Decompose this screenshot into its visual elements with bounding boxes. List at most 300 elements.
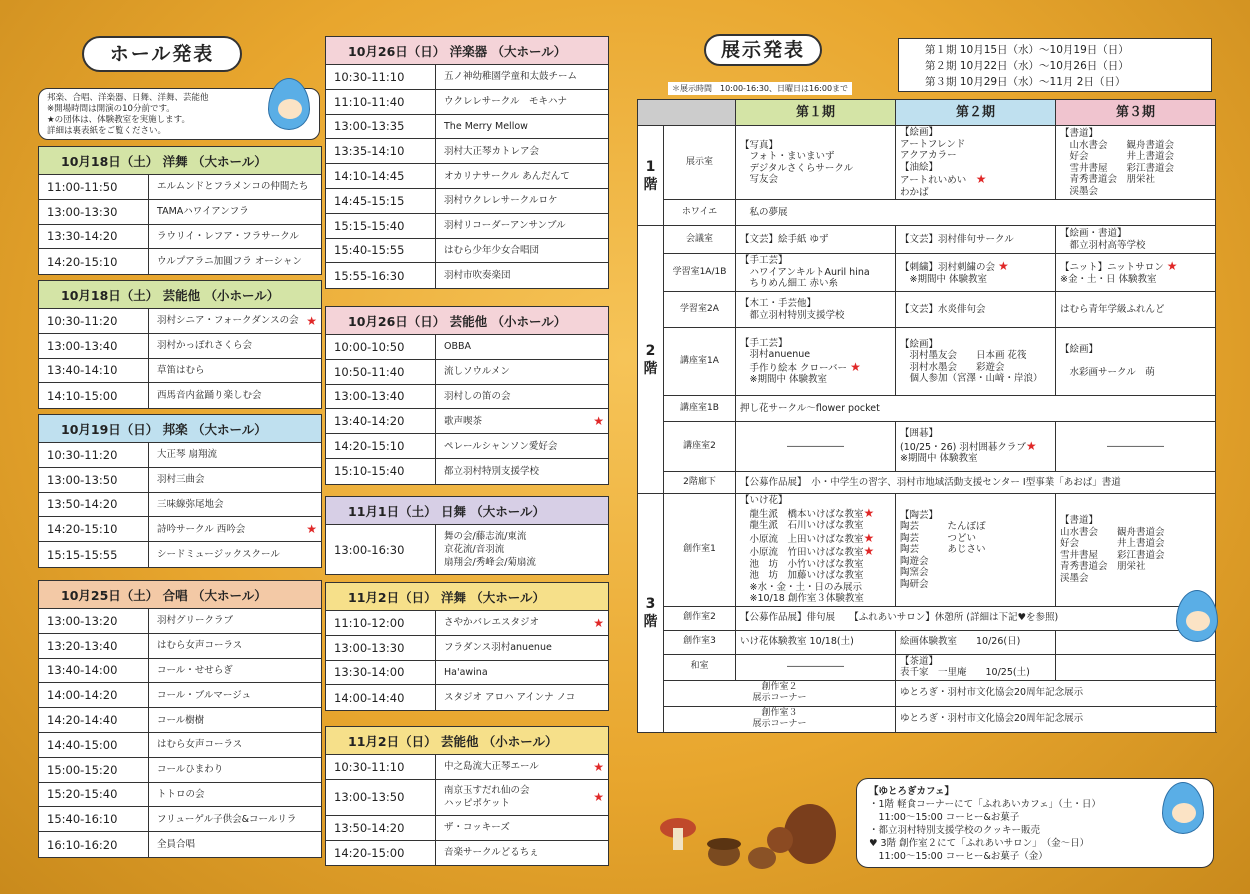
time-cell: 13:00-13:30 xyxy=(326,636,436,660)
table-row xyxy=(39,517,321,542)
performer-name: はむら女声コーラス xyxy=(157,739,243,751)
grid-row xyxy=(638,292,1216,328)
session-title: 10月18日（土） 芸能他 （小ホール） xyxy=(39,281,321,309)
cafe-box xyxy=(856,778,1214,868)
exhibit-cell: はむら青年学級ふれんど xyxy=(1056,292,1216,328)
performer-cell xyxy=(149,738,321,751)
performer-name: 羽村市吹奏楽団 xyxy=(444,270,511,282)
exhibit-cell: 【写真】 フォト・まいまいず デジタルさくらサークル 写友会 xyxy=(736,126,896,200)
time-cell: 13:30-14:00 xyxy=(326,661,436,685)
performer-cell xyxy=(149,664,321,677)
time-cell: 15:10-15:40 xyxy=(326,459,436,484)
performer-cell xyxy=(149,205,321,218)
table-row xyxy=(326,525,608,574)
star-icon: ★ xyxy=(593,414,604,428)
performer-name: ペレールシャンソン愛好会 xyxy=(444,440,558,452)
time-cell: 13:00-13:40 xyxy=(39,334,149,358)
table-row xyxy=(39,609,321,634)
exhibit-cell: ゆとろぎ・羽村市文化協会20周年記念展示 xyxy=(896,680,1216,706)
performer-name: 羽村グリークラブ xyxy=(157,615,234,627)
period-header: 第１期 xyxy=(736,100,896,126)
performer-cell xyxy=(436,691,608,704)
session-title: 11月2日（日） 芸能他 （小ホール） xyxy=(326,727,608,755)
room-name: 学習室1A/1B xyxy=(664,254,736,292)
room-name: 2階廊下 xyxy=(664,472,736,494)
time-cell: 13:50-14:20 xyxy=(326,816,436,840)
performer-cell xyxy=(149,523,321,536)
table-row xyxy=(39,659,321,684)
performer-cell xyxy=(436,219,608,232)
time-cell: 15:15-15:40 xyxy=(326,214,436,238)
exhibit-hours: ＊展示時間 10:00-16:30、日曜日は16:00まで xyxy=(668,82,852,95)
table-row xyxy=(326,90,608,115)
performer-cell xyxy=(149,389,321,402)
performer-cell xyxy=(436,95,608,108)
performer-cell xyxy=(149,230,321,243)
session-title: 10月26日（日） 洋楽器 （大ホール） xyxy=(326,37,608,65)
performer-cell xyxy=(436,616,608,629)
performer-name: ウルプアラニ加圓フラ オーシャン xyxy=(157,256,302,268)
performer-cell xyxy=(149,838,321,851)
session-table xyxy=(325,582,609,711)
performer-cell xyxy=(436,415,608,428)
performer-cell xyxy=(149,180,321,193)
exhibit-cell: 【絵画】 羽村墨友会 日本画 花筏 羽村水墨会 彩遊会 個人参加（宮澤・山﨑・岸浪） xyxy=(896,328,1056,396)
time-cell: 13:00-13:35 xyxy=(326,115,436,139)
room-name: 創作室1 xyxy=(664,494,736,607)
performer-name: ザ・コッキーズ xyxy=(444,822,510,834)
exhibit-cell: 【木工・手芸他】 都立羽村特別支援学校 xyxy=(736,292,896,328)
performer-name: 三味線弥尾地会 xyxy=(157,498,224,510)
table-row xyxy=(39,733,321,758)
exhibit-cell: 【文芸】水炎俳句会 xyxy=(896,292,1056,328)
performer-name: オカリナサークル あんだんて xyxy=(444,170,570,182)
performer-name: 詩吟サークル 西吟会 xyxy=(157,523,246,535)
table-row xyxy=(326,661,608,686)
room-name: 講座室2 xyxy=(664,422,736,472)
table-row xyxy=(39,443,321,468)
performer-name: コールひまわり xyxy=(157,764,224,776)
table-row xyxy=(39,708,321,733)
performer-cell xyxy=(149,689,321,702)
time-cell: 14:40-15:00 xyxy=(39,733,149,757)
performer-name: 羽村三曲会 xyxy=(157,474,205,486)
grid-row xyxy=(638,328,1216,396)
hall-note-line: ※開場時間は開演の10分前です。 xyxy=(47,104,175,114)
performer-cell xyxy=(149,788,321,801)
performer-name: ラウリイ・レフア・フラサークル xyxy=(157,230,299,242)
performer-name: スタジオ アロハ アインナ ノコ xyxy=(444,692,576,704)
time-cell: 14:20-14:40 xyxy=(39,708,149,732)
table-row xyxy=(39,758,321,783)
exhibit-cell: 【陶芸】 陶芸 たんぽぽ 陶芸 つどい 陶芸 あじさい 陶遊会 陶窯会 陶研会 xyxy=(896,494,1056,607)
performer-cell xyxy=(149,763,321,776)
performer-name: 南京玉すだれ仙の会 ハッピポケット xyxy=(444,785,530,810)
hall-note-line: 詳細は裏表紙をご覧ください。 xyxy=(47,126,167,136)
performer-name: 舞の会/藤志流/東流 京花流/音羽流 扇翔会/秀峰会/菊扇流 xyxy=(444,531,536,568)
time-cell: 13:40-14:10 xyxy=(39,359,149,383)
hall-note-line: 邦楽、合唱、洋楽器、日舞、洋舞、芸能他 xyxy=(47,93,209,103)
room-name: 会議室 xyxy=(664,226,736,254)
performer-name: 草笛はむら xyxy=(157,364,205,376)
period-line: 第１期 10月15日（水）～10月19日（日） xyxy=(925,44,1129,56)
exhibit-cell: 【手工芸】 ハワイアンキルトAuril hina ちりめん細工 赤い糸 xyxy=(736,254,896,292)
session-table xyxy=(38,580,322,858)
session-table xyxy=(325,726,609,866)
time-cell: 11:10-11:40 xyxy=(326,90,436,114)
floor-label: 1 階 xyxy=(638,126,664,226)
performer-cell xyxy=(436,530,608,569)
performer-cell xyxy=(436,365,608,378)
room-name: 学習室2A xyxy=(664,292,736,328)
star-icon: ★ xyxy=(306,522,317,536)
performer-cell xyxy=(436,821,608,834)
grid-row xyxy=(638,126,1216,200)
performer-cell xyxy=(436,244,608,257)
room-name: 創作室3 xyxy=(664,630,736,654)
exhibit-cell: 私の夢展 xyxy=(736,200,1216,226)
exhibit-cell: 押し花サークル～flower pocket xyxy=(736,396,1216,422)
table-row xyxy=(326,385,608,410)
star-icon: ★ xyxy=(850,359,861,374)
grid-row xyxy=(638,706,1216,732)
table-row xyxy=(39,634,321,659)
table-row xyxy=(326,115,608,140)
cafe-line: 11:00～15:00 コーヒー&お菓子（金） xyxy=(869,851,1048,862)
room-name: ホワイエ xyxy=(664,200,736,226)
session-table xyxy=(38,146,322,275)
table-row xyxy=(326,409,608,434)
session-table xyxy=(325,36,609,289)
exhibit-cell: 【絵画】 アートフレンド アクアカラー 【油絵】 アートれいめい ★ わかば xyxy=(896,126,1056,200)
time-cell: 13:40-14:00 xyxy=(39,659,149,683)
floor-label: 2 階 xyxy=(638,226,664,494)
exhibit-cell: 【文芸】絵手紙 ゆず xyxy=(736,226,896,254)
table-row xyxy=(326,816,608,841)
period-box xyxy=(898,38,1212,92)
exhibit-cell: 【公募作品展】俳句展 【ふれあいサロン】休憩所 (詳細は下記♥を参照) xyxy=(736,606,1216,630)
time-cell: 14:20-15:00 xyxy=(326,841,436,866)
period-line: 第３期 10月29日（水）～11月 2日（日） xyxy=(925,76,1126,88)
performer-cell xyxy=(436,390,608,403)
room-name: 創作室３ 展示コーナー xyxy=(664,706,896,732)
performer-name: はむら少年少女合唱団 xyxy=(444,244,540,256)
table-row xyxy=(39,359,321,384)
time-cell: 15:00-15:20 xyxy=(39,758,149,782)
table-row xyxy=(326,755,608,780)
performer-name: 羽村シニア・フォークダンスの会 xyxy=(157,315,299,327)
table-row xyxy=(326,214,608,239)
performer-cell xyxy=(436,194,608,207)
star-icon: ★ xyxy=(593,760,604,774)
performer-name: 都立羽村特別支援学校 xyxy=(444,465,540,477)
time-cell: 14:45-15:15 xyxy=(326,189,436,213)
star-icon: ★ xyxy=(306,314,317,328)
performer-name: 西馬音内盆踊り楽しむ会 xyxy=(157,390,262,402)
period-header: 第３期 xyxy=(1056,100,1216,126)
exhibit-cell xyxy=(1056,654,1216,680)
exhibit-cell: ―――――― xyxy=(736,654,896,680)
session-title: 10月26日（日） 芸能他 （小ホール） xyxy=(326,307,608,335)
session-table xyxy=(325,496,609,575)
performer-cell xyxy=(436,760,608,773)
time-cell: 10:30-11:20 xyxy=(39,309,149,333)
table-row xyxy=(39,175,321,200)
table-row xyxy=(39,200,321,225)
room-name: 創作室2 xyxy=(664,606,736,630)
hall-title: ホール発表 xyxy=(82,36,242,72)
table-row xyxy=(326,139,608,164)
hall-note-line: ★の団体は、体験教室を実施します。 xyxy=(47,115,190,125)
time-cell: 14:20-15:10 xyxy=(39,249,149,274)
exhibit-cell: 【公募作品展】 小・中学生の習字、羽村市地域活動支援センター I型事業「あおば」書道 xyxy=(736,472,1216,494)
performer-cell xyxy=(436,641,608,654)
performer-name: 歌声喫茶 xyxy=(444,415,483,427)
table-row xyxy=(39,249,321,274)
time-cell: 13:35-14:10 xyxy=(326,139,436,163)
performer-name: 羽村ウクレレサークルロケ xyxy=(444,195,558,207)
grid-row xyxy=(638,606,1216,630)
table-row xyxy=(326,360,608,385)
room-name: 和室 xyxy=(664,654,736,680)
session-title: 10月18日（土） 洋舞 （大ホール） xyxy=(39,147,321,175)
exhibit-cell: 【刺繍】羽村刺繍の会 ★ ※期間中 体験教室 xyxy=(896,254,1056,292)
grid-row xyxy=(638,396,1216,422)
performer-cell xyxy=(436,440,608,453)
session-table xyxy=(38,280,322,409)
mascot-icon xyxy=(268,78,310,130)
table-row xyxy=(326,263,608,288)
exhibit-cell: 絵画体験教室 10/26(日) xyxy=(896,630,1056,654)
table-row xyxy=(326,65,608,90)
performer-name: OBBA xyxy=(444,341,472,353)
autumn-decoration-icon xyxy=(650,780,850,880)
performer-name: 流しソウルメン xyxy=(444,366,510,378)
period-header: 第２期 xyxy=(896,100,1056,126)
performer-name: はむら女声コーラス xyxy=(157,640,243,652)
session-title: 11月2日（日） 洋舞 （大ホール） xyxy=(326,583,608,611)
performer-name: コール・ブルマージュ xyxy=(157,689,252,701)
time-cell: 14:00-14:20 xyxy=(39,683,149,707)
performer-cell xyxy=(436,120,608,133)
time-cell: 15:15-15:55 xyxy=(39,542,149,567)
table-row xyxy=(326,459,608,484)
performer-name: 羽村かっぽれさくら会 xyxy=(157,340,253,352)
session-title: 10月25日（土） 合唱 （大ホール） xyxy=(39,581,321,609)
floor-label: 3 階 xyxy=(638,494,664,733)
grid-row xyxy=(638,226,1216,254)
time-cell: 10:00-10:50 xyxy=(326,335,436,359)
performer-cell xyxy=(149,548,321,561)
performer-name: フラダンス羽村anuenue xyxy=(444,642,552,654)
cafe-line: ・都立羽村特別支援学校のクッキー販売 xyxy=(869,825,1041,836)
table-row xyxy=(39,225,321,250)
table-row xyxy=(326,434,608,459)
performer-name: 音楽サークルどるちぇ xyxy=(444,847,539,859)
exhibit-grid xyxy=(637,99,1216,733)
star-icon: ★ xyxy=(975,172,987,186)
grid-corner xyxy=(638,100,736,126)
performer-name: The Merry Mellow xyxy=(444,120,528,132)
performer-cell xyxy=(436,666,608,679)
star-icon: ★ xyxy=(1025,438,1037,453)
grid-row xyxy=(638,200,1216,226)
performer-name: ウクレレサークル モキハナ xyxy=(444,96,567,108)
table-row xyxy=(326,189,608,214)
time-cell: 15:40-16:10 xyxy=(39,807,149,831)
exhibit-cell: 【絵画】 水彩画サークル 萌 xyxy=(1056,328,1216,396)
time-cell: 14:00-14:40 xyxy=(326,685,436,710)
time-cell: 15:40-15:55 xyxy=(326,239,436,263)
star-icon: ★ xyxy=(863,505,875,520)
grid-row xyxy=(638,654,1216,680)
time-cell: 13:20-13:40 xyxy=(39,634,149,658)
performer-cell xyxy=(149,813,321,826)
time-cell: 13:00-13:40 xyxy=(326,385,436,409)
performer-name: 中之島流大正琴エール xyxy=(444,761,539,773)
time-cell: 10:30-11:20 xyxy=(39,443,149,467)
performer-name: エルムンドとフラメンコの仲間たち xyxy=(157,181,309,193)
time-cell: 10:30-11:10 xyxy=(326,65,436,89)
table-row xyxy=(326,335,608,360)
table-row xyxy=(326,685,608,710)
performer-cell xyxy=(149,639,321,652)
performer-cell xyxy=(436,465,608,478)
performer-cell xyxy=(149,614,321,627)
exhibit-cell: 【書道】 山水書会 観舟書道会 好会 井上書道会 雪井書屋 彩江書道会 青秀書道会 朋栄社 渓墨会 xyxy=(1056,494,1216,607)
performer-name: トトロの会 xyxy=(157,788,205,800)
grid-row xyxy=(638,472,1216,494)
room-name: 講座室1A xyxy=(664,328,736,396)
time-cell: 10:50-11:40 xyxy=(326,360,436,384)
table-row xyxy=(326,611,608,636)
table-row xyxy=(39,783,321,808)
table-row xyxy=(39,542,321,567)
performer-cell xyxy=(436,70,608,83)
table-row xyxy=(39,334,321,359)
session-table xyxy=(38,414,322,568)
table-row xyxy=(326,636,608,661)
star-icon: ★ xyxy=(863,544,875,558)
room-name: 講座室1B xyxy=(664,396,736,422)
performer-cell xyxy=(436,170,608,183)
exhibit-title: 展示発表 xyxy=(704,34,822,66)
time-cell: 15:20-15:40 xyxy=(39,783,149,807)
exhibit-cell: ゆとろぎ・羽村市文化協会20周年記念展示 xyxy=(896,706,1216,732)
time-cell: 13:00-13:50 xyxy=(39,468,149,492)
exhibit-cell: 【茶道】 表千家 一里庵 10/25(土) xyxy=(896,654,1056,680)
time-cell: 11:10-12:00 xyxy=(326,611,436,635)
grid-row xyxy=(638,630,1216,654)
performer-name: さやかバレエスタジオ xyxy=(444,617,540,629)
time-cell: 13:50-14:20 xyxy=(39,493,149,517)
performer-name: 羽村しの笛の会 xyxy=(444,390,511,402)
star-icon: ★ xyxy=(998,259,1009,273)
table-row xyxy=(39,468,321,493)
performer-cell xyxy=(436,784,608,810)
exhibit-cell: ―――――― xyxy=(736,422,896,472)
exhibit-cell: 【いけ花】 龍生派 橋本いけばな教室★ 龍生派 石川いけばな教室 小原流 上田いけばな教室★ 小原流 竹田いけばな教室★ 池 坊 小竹いけばな教室 池 坊 加藤いけばな教室 ※水・金・土・日のみ展示 ※10/18 創作室３体験教室 xyxy=(736,494,896,607)
performer-name: コール・せせらぎ xyxy=(157,664,233,676)
star-icon: ★ xyxy=(593,616,604,630)
table-row xyxy=(39,807,321,832)
time-cell: 11:00-11:50 xyxy=(39,175,149,199)
performer-cell xyxy=(149,448,321,461)
performer-cell xyxy=(149,473,321,486)
performer-cell xyxy=(436,269,608,282)
time-cell: 14:10-14:45 xyxy=(326,164,436,188)
time-cell: 14:20-15:10 xyxy=(326,434,436,458)
table-row xyxy=(39,309,321,334)
performer-name: TAMAハワイアンフラ xyxy=(157,206,249,218)
exhibit-cell: ―――――― xyxy=(1056,422,1216,472)
grid-row xyxy=(638,494,1216,607)
exhibit-cell: 【書道】 山水書会 観舟書道会 好会 井上書道会 雪井書屋 彩江書道会 青秀書道会 朋栄社 渓墨会 xyxy=(1056,126,1216,200)
cafe-title: 【ゆとろぎカフェ】 xyxy=(869,786,955,797)
time-cell: 13:00-13:50 xyxy=(326,780,436,815)
room-name: 展示室 xyxy=(664,126,736,200)
exhibit-cell: 【ニット】ニットサロン ★ ※金・土・日 体験教室 xyxy=(1056,254,1216,292)
performer-cell xyxy=(149,714,321,727)
table-row xyxy=(39,383,321,408)
exhibit-cell: 【手工芸】 羽村anuenue 手作り絵本 クローバー ★ ※期間中 体験教室 xyxy=(736,328,896,396)
performer-cell xyxy=(149,339,321,352)
cafe-line: ・1階 軽食コーナーにて「ふれあいカフェ」（土・日） xyxy=(869,799,1101,810)
time-cell: 13:00-13:30 xyxy=(39,200,149,224)
cafe-line: 11:00～15:00 コーヒー&お菓子 xyxy=(869,812,1020,823)
performer-cell xyxy=(149,255,321,268)
time-cell: 14:20-15:10 xyxy=(39,517,149,541)
exhibit-cell: いけ花体験教室 10/18(土) xyxy=(736,630,896,654)
grid-row xyxy=(638,422,1216,472)
table-row xyxy=(326,780,608,816)
session-table xyxy=(325,306,609,485)
performer-name: Ha'awina xyxy=(444,666,488,678)
session-title: 10月19日（日） 邦楽 （大ホール） xyxy=(39,415,321,443)
performer-name: コール樹樹 xyxy=(157,714,205,726)
time-cell: 13:40-14:20 xyxy=(326,409,436,433)
table-row xyxy=(39,832,321,857)
table-row xyxy=(39,683,321,708)
table-row xyxy=(326,239,608,264)
grid-row xyxy=(638,680,1216,706)
exhibit-cell: 【囲碁】 (10/25・26) 羽村囲碁クラブ★ ※期間中 体験教室 xyxy=(896,422,1056,472)
performer-name: フリューゲル子供会&コールリラ xyxy=(157,813,297,825)
table-row xyxy=(39,493,321,518)
performer-name: シードミュージックスクール xyxy=(157,549,280,561)
performer-cell xyxy=(436,340,608,353)
period-line: 第２期 10月22日（水）～10月26日（日） xyxy=(925,60,1129,72)
time-cell: 16:10-16:20 xyxy=(39,832,149,857)
cafe-line: ♥ 3階 創作室２にて「ふれあいサロン」 （金～日） xyxy=(869,838,1090,849)
time-cell: 10:30-11:10 xyxy=(326,755,436,779)
time-cell: 13:30-14:20 xyxy=(39,225,149,249)
performer-name: 全員合唱 xyxy=(157,839,196,851)
time-cell: 13:00-16:30 xyxy=(326,525,436,574)
performer-cell xyxy=(149,364,321,377)
star-icon: ★ xyxy=(1166,259,1178,273)
session-title: 11月1日（土） 日舞 （大ホール） xyxy=(326,497,608,525)
time-cell: 15:55-16:30 xyxy=(326,263,436,288)
star-icon: ★ xyxy=(863,530,875,545)
exhibit-cell: 【絵画・書道】 都立羽村高等学校 xyxy=(1056,226,1216,254)
time-cell: 13:00-13:20 xyxy=(39,609,149,633)
performer-cell xyxy=(149,498,321,511)
exhibit-cell: 【文芸】羽村俳句サークル xyxy=(896,226,1056,254)
performer-name: 大正琴 扇翔流 xyxy=(157,449,218,461)
performer-name: 羽村リコーダーアンサンブル xyxy=(444,220,566,232)
performer-cell xyxy=(436,145,608,158)
